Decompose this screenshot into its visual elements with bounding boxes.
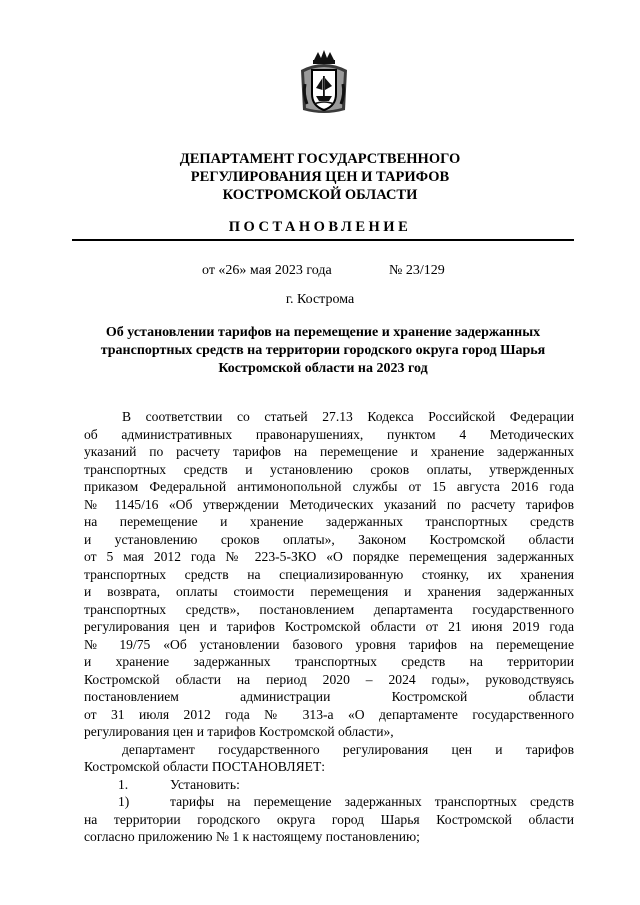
body-line: транспортных средств на специализированную стоянку, их хранения: [84, 566, 574, 582]
body-line: на территории городского округа город Шарья Костромской области: [84, 811, 574, 827]
body-line: и хранение задержанных транспортных средств на территории: [84, 654, 574, 669]
body-line: от 31 июля 2012 года № 313-а «О департаменте государственного: [84, 706, 574, 722]
list-item: [84, 776, 574, 794]
list-subitem-number: 1): [118, 794, 130, 809]
body-line: об административных правонарушениях, пунктом 4 Методических: [84, 426, 574, 442]
body-line: и возврата, оплаты стоимости перемещения и хранения задержанных: [84, 584, 574, 599]
document-number: № 23/129: [389, 263, 445, 278]
document-body: [84, 408, 574, 846]
body-line: от 5 мая 2012 года № 223-5-ЗКО «О порядке перемещения задержанных: [84, 549, 574, 564]
body-line: № 19/75 «Об установлении базового уровня тарифов на перемещение: [84, 636, 574, 652]
document-subject: [72, 324, 574, 378]
document-date: от «26» мая 2023 года: [202, 263, 332, 278]
body-line: № 1145/16 «Об утверждении Методических указаний по расчету тарифов: [84, 496, 574, 512]
list-item-text: Установить:: [170, 776, 240, 792]
body-line: на перемещение и хранение задержанных транспортных средств: [84, 514, 574, 529]
document-city: г. Кострома: [285, 292, 355, 307]
department-line: ДЕПАРТАМЕНТ ГОСУДАРСТВЕННОГО: [179, 151, 461, 167]
body-line: регулирования цен и тарифов Костромской области»,: [84, 724, 394, 739]
list-subitem: [84, 793, 574, 811]
body-line: Костромской области ПОСТАНОВЛЯЕТ:: [84, 759, 326, 774]
body-line: В соответствии со статьей 27.13 Кодекса Российской Федерации: [122, 409, 574, 424]
header-divider: [72, 239, 574, 241]
body-line: Костромской области на период 2020 – 2024 годы», руководствуясь: [84, 671, 574, 687]
subject-line: транспортных средств на территории городского округа город Шарья: [100, 343, 546, 358]
body-line: регулирования цен и тарифов Костромской области от 21 июня 2019 года: [84, 619, 574, 634]
kostroma-coat-of-arms-icon: [298, 50, 350, 118]
document-type-title: ПОСТАНОВЛЕНИЕ: [228, 219, 412, 235]
list-item-number: 1.: [118, 776, 129, 792]
body-line: транспортных средств», постановлением департамента государственного: [84, 601, 574, 617]
body-line: постановлением администрации Костромской области: [84, 689, 574, 704]
body-line: согласно приложению № 1 к настоящему постановлению;: [84, 829, 420, 844]
body-line: и установлению сроков оплаты», Законом Костромской области: [84, 531, 574, 547]
department-line: КОСТРОМСКОЙ ОБЛАСТИ: [222, 187, 418, 203]
list-subitem-text: тарифы на перемещение задержанных транспортных средств: [170, 794, 574, 809]
body-line: указаний по расчету тарифов на перемещение и хранение задержанных: [84, 444, 574, 459]
body-line: транспортных средств и установлению сроков оплаты, утвержденных: [84, 461, 574, 477]
subject-line: Костромской области на 2023 год: [218, 361, 428, 376]
department-name: [0, 150, 640, 204]
subject-line: Об установлении тарифов на перемещение и хранение задержанных: [105, 325, 541, 340]
department-line: РЕГУЛИРОВАНИЯ ЦЕН И ТАРИФОВ: [190, 169, 450, 185]
body-line: приказом Федеральной антимонопольной службы от 15 августа 2016 года: [84, 479, 574, 494]
body-line: департамент государственного регулирования цен и тарифов: [122, 741, 574, 757]
